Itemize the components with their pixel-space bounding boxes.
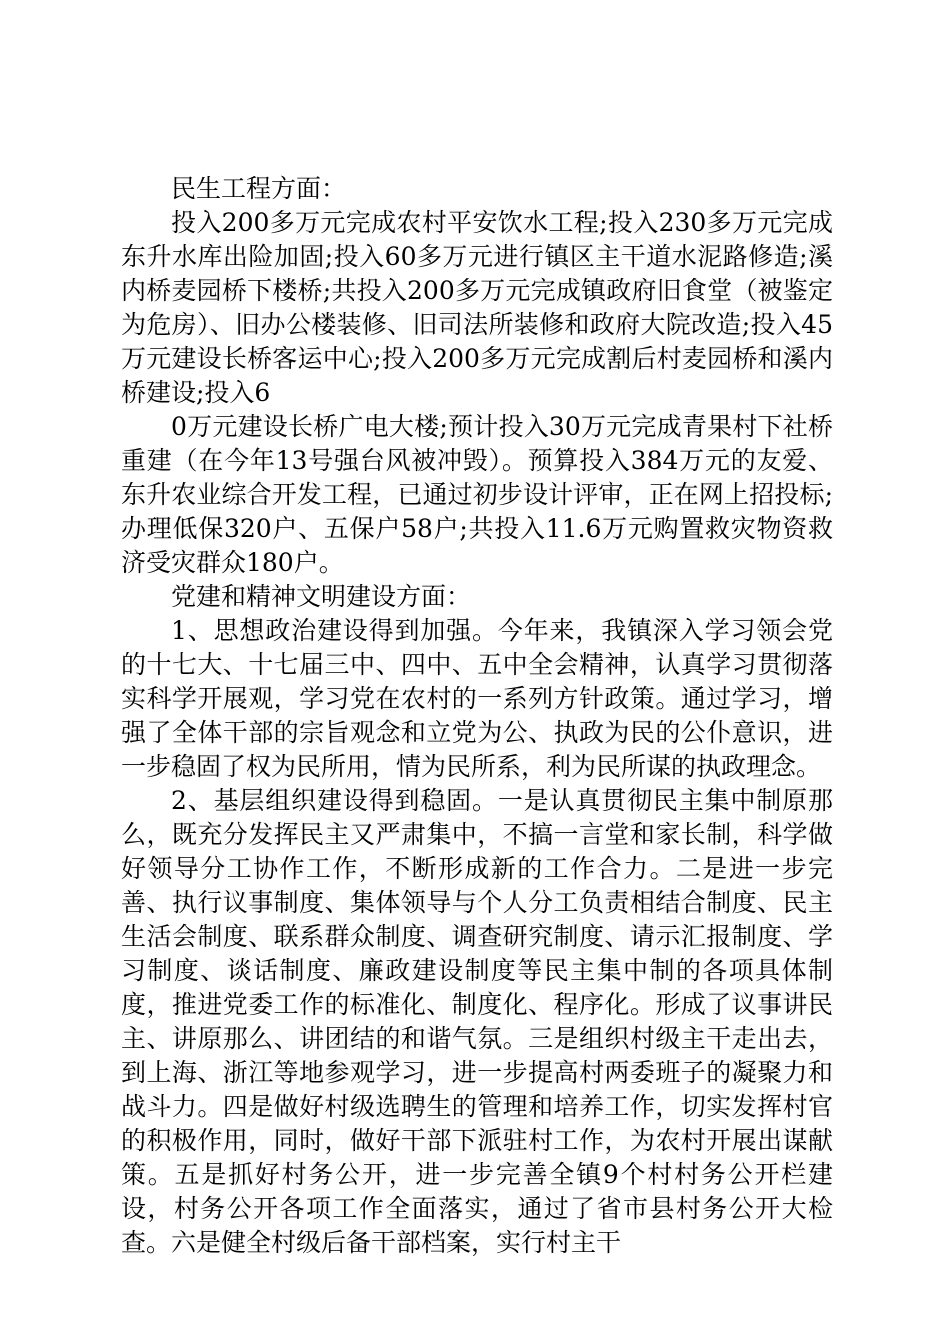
section-party-heading: 党建和精神文明建设方面： <box>171 582 472 611</box>
paragraph-livelihood-continued: 0万元建设长桥广电大楼;预计投入30万元完成青果村下社桥重建（在今年13号强台风被冲毁）。预算投入384万元的友爱、东升农业综合开发工程，已通过初步设计评审，正在网上招投标;办理低保320户、五保户58户;共投入11.6万元购置救灾物资救济受灾群众180户。 <box>121 412 833 577</box>
document-body <box>121 172 833 1260</box>
section-livelihood-heading: 民生工程方面： <box>171 174 347 203</box>
paragraph-livelihood-investments: 投入200多万元完成农村平安饮水工程;投入230多万元完成东升水库出险加固;投入60多万元进行镇区主干道水泥路修造;溪内桥麦园桥下楼桥;共投入200多万元完成镇政府旧食堂（被鉴定为危房）、旧办公楼装修、旧司法所装修和政府大院改造;投入45万元建设长桥客运中心;投入200多万元完成割后村麦园桥和溪内桥建设;投入6 <box>121 208 833 407</box>
paragraph-grassroots-organization: 2、基层组织建设得到稳固。一是认真贯彻民主集中制原那么，既充分发挥民主又严肃集中，不搞一言堂和家长制，科学做好领导分工协作工作，不断形成新的工作合力。二是进一步完善、执行议事制度、集体领导与个人分工负责相结合制度、民主生活会制度、联系群众制度、调查研究制度、请示汇报制度、学习制度、谈话制度、廉政建设制度等民主集中制的各项具体制度，推进党委工作的标准化、制度化、程序化。形成了议事讲民主、讲原那么、讲团结的和谐气氛。三是组织村级主干走出去，到上海、浙江等地参观学习，进一步提高村两委班子的凝聚力和战斗力。四是做好村级选聘生的管理和培养工作，切实发挥村官的积极作用，同时，做好干部下派驻村工作，为农村开展出谋献策。五是抓好村务公开，进一步完善全镇9个村村务公开栏建设，村务公开各项工作全面落实，通过了省市县村务公开大检查。六是健全村级后备干部档案，实行村主干 <box>121 786 833 1257</box>
paragraph-political-building: 1、思想政治建设得到加强。今年来，我镇深入学习领会党的十七大、十七届三中、四中、五中全会精神，认真学习贯彻落实科学开展观，学习党在农村的一系列方针政策。通过学习，增强了全体干部的宗旨观念和立党为公、执政为民的公仆意识，进一步稳固了权为民所用，情为民所系，利为民所谋的执政理念。 <box>121 616 833 781</box>
